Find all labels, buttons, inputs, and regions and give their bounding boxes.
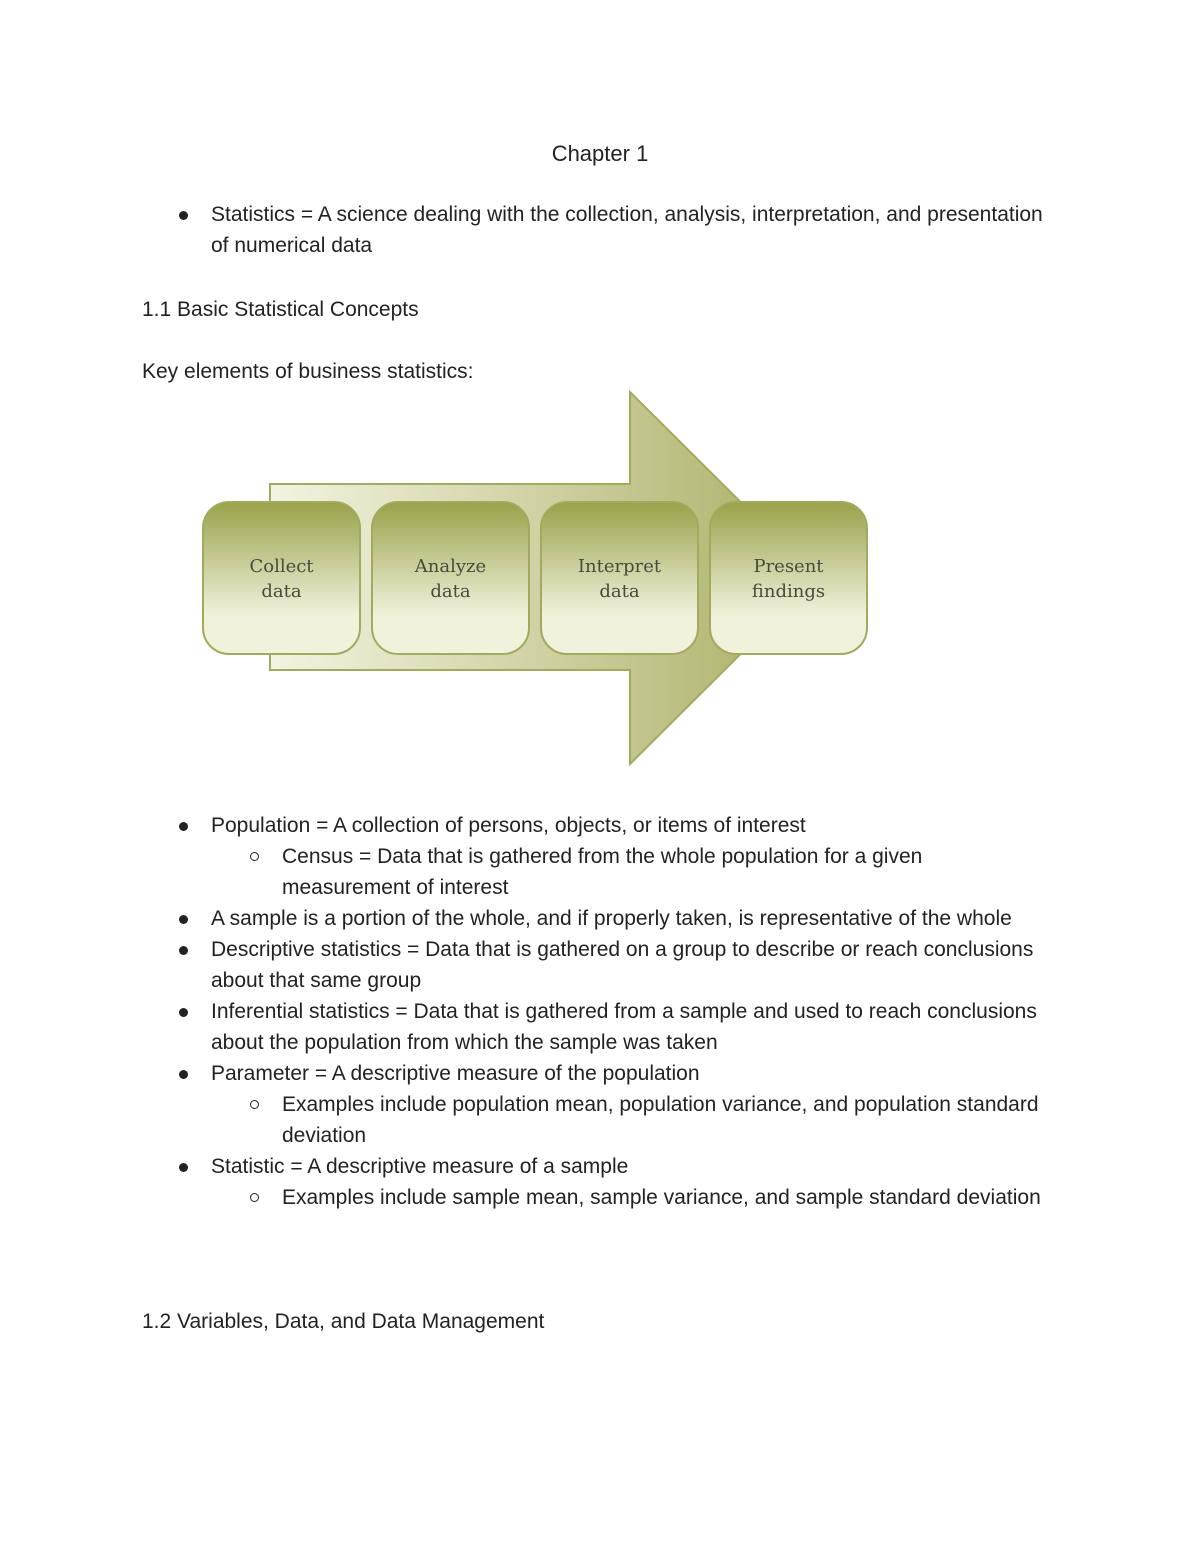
list-item (0, 1151, 1051, 1182)
sub-list-item-text: Census = Data that is gathered from the whole population for a given measurement of interest (282, 845, 923, 899)
process-step-label: findings (751, 581, 826, 602)
process-step-label: data (430, 581, 471, 602)
process-step-label: Collect (249, 556, 314, 577)
process-step-box (372, 502, 529, 654)
process-step-box (203, 502, 360, 654)
intro-bullet-list (0, 199, 1051, 261)
page-title: Chapter 1 (551, 141, 649, 166)
section-lead-text: Key elements of business statistics: (142, 360, 474, 383)
sub-list-item (0, 1089, 1042, 1151)
process-step-label: Interpret (577, 556, 662, 577)
bullet-dot-icon (179, 915, 188, 924)
list-item (0, 903, 1051, 934)
sub-list-item-text: Examples include population mean, population variance, and population standard deviation (282, 1093, 1039, 1147)
process-arrow-diagram (195, 388, 875, 768)
list-item-text: Descriptive statistics = Data that is gathered on a group to describe or reach conclusions about that same group (211, 938, 1034, 992)
bullet-dot-icon (179, 1070, 188, 1079)
section-heading: 1.1 Basic Statistical Concepts (142, 298, 419, 321)
process-step-label: data (261, 581, 302, 602)
list-item-text: Parameter = A descriptive measure of the population (211, 1062, 700, 1085)
bullet-dot-icon (179, 946, 188, 955)
sub-list-item (0, 1182, 1042, 1213)
bullet-dot-icon (179, 211, 188, 220)
list-item (0, 934, 1051, 996)
bullet-circle-icon (250, 852, 259, 861)
list-item-text: Inferential statistics = Data that is gathered from a sample and used to reach conclusions about the population from which the sample was taken (211, 1000, 1037, 1054)
process-step-box (710, 502, 867, 654)
process-step-box (541, 502, 698, 654)
list-item (0, 996, 1051, 1058)
sub-list-item-text: Examples include sample mean, sample variance, and sample standard deviation (282, 1186, 1041, 1209)
process-step-label: Present (753, 556, 824, 577)
bullet-circle-icon (250, 1193, 259, 1202)
concepts-bullet-list (0, 810, 1051, 1213)
list-item-text: Statistic = A descriptive measure of a sample (211, 1155, 629, 1178)
list-item-text: Statistics = A science dealing with the collection, analysis, interpretation, and presentation of numerical data (211, 203, 1043, 257)
bullet-circle-icon (250, 1100, 259, 1109)
list-item-text: A sample is a portion of the whole, and if properly taken, is representative of the whole (211, 907, 1012, 930)
process-step-label: Analyze (414, 556, 487, 577)
list-item (0, 199, 1051, 261)
list-item (0, 810, 1051, 841)
bullet-dot-icon (179, 1008, 188, 1017)
section-heading: 1.2 Variables, Data, and Data Management (142, 1310, 545, 1333)
bullet-dot-icon (179, 822, 188, 831)
sub-list-item (0, 841, 1042, 903)
bullet-dot-icon (179, 1163, 188, 1172)
process-step-label: data (599, 581, 640, 602)
list-item (0, 1058, 1051, 1089)
list-item-text: Population = A collection of persons, objects, or items of interest (211, 814, 806, 837)
